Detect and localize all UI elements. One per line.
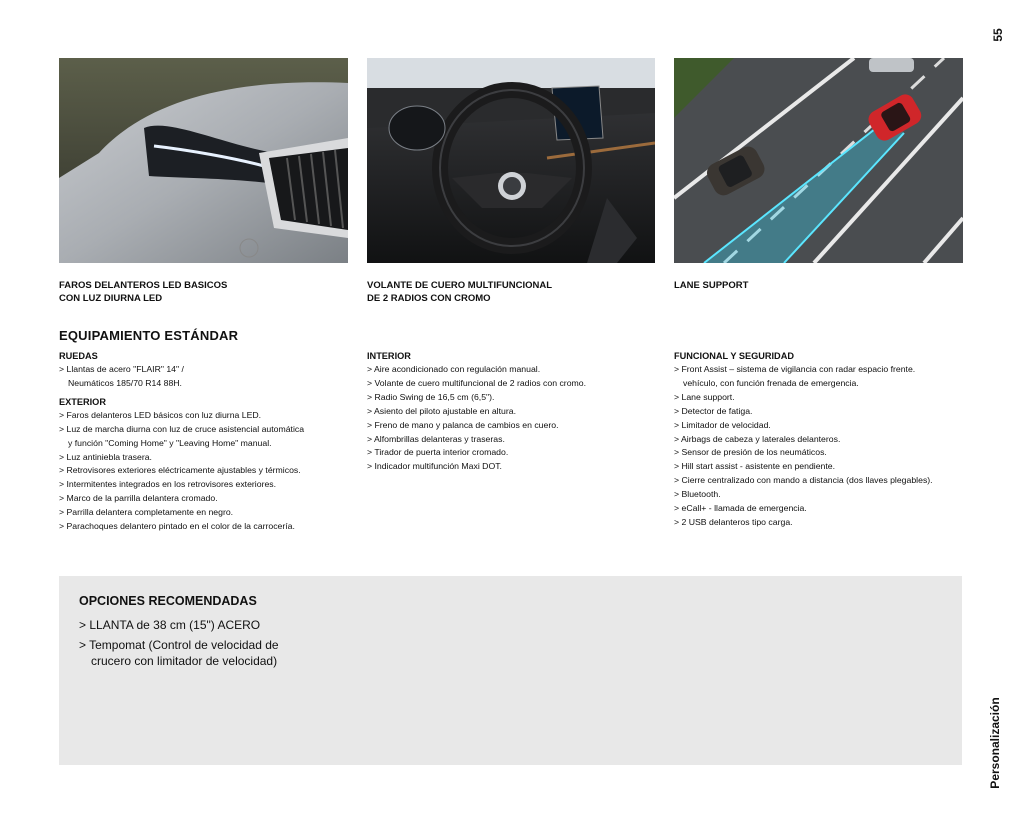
- recommended-options-box: [59, 576, 962, 765]
- list-item: > Cierre centralizado con mando a distancia (dos llaves plegables).: [674, 475, 933, 486]
- list-item: > Hill start assist - asistente en pendiente.: [674, 461, 836, 472]
- list-item: > Front Assist – sistema de vigilancia con radar espacio frente.: [674, 364, 916, 374]
- list-item: > Luz de marcha diurna con luz de cruce asistencial automática: [59, 423, 305, 434]
- option-item: crucero con limitador de velocidad): [91, 654, 278, 668]
- funcional-heading: FUNCIONAL Y SEGURIDAD: [674, 351, 794, 361]
- list-item: > Alfombrillas delanteras y traseras.: [367, 433, 505, 444]
- standard-equipment-title: EQUIPAMIENTO ESTÁNDAR: [59, 328, 239, 343]
- list-item: > Airbags de cabeza y laterales delanteros.: [674, 433, 841, 444]
- list-item: > Parachoques delantero pintado en el color de la carrocería.: [59, 521, 295, 532]
- funcional-section: [674, 350, 974, 530]
- list-item: > Asiento del piloto ajustable en altura.: [367, 405, 516, 416]
- list-item: y función "Coming Home" y "Leaving Home" manual.: [68, 437, 272, 448]
- interior-section: [367, 350, 667, 474]
- list-item: > Marco de la parrilla delantera cromado.: [59, 493, 218, 504]
- list-item: > Volante de cuero multifuncional de 2 radios con cromo.: [367, 377, 587, 388]
- option-item: > LLANTA de 38 cm (15") ACERO: [79, 618, 261, 632]
- list-item: > Faros delanteros LED básicos con luz diurna LED.: [59, 409, 262, 420]
- caption-steering-wheel: VOLANTE DE CUERO MULTIFUNCIONAL DE 2 RADIOS CON CROMO: [367, 280, 553, 304]
- headlight-photo: [59, 58, 348, 263]
- ruedas-section: [59, 350, 359, 534]
- list-item: > Tirador de puerta interior cromado.: [367, 447, 509, 458]
- interior-heading: INTERIOR: [367, 351, 411, 361]
- list-item: > Llantas de acero "FLAIR" 14" /: [59, 364, 184, 374]
- list-item: Neumáticos 185/70 R14 88H.: [68, 377, 182, 388]
- ruedas-heading: RUEDAS: [59, 351, 98, 361]
- list-item: > Detector de fatiga.: [674, 405, 753, 416]
- list-item: > Sensor de presión de los neumáticos.: [674, 447, 827, 458]
- list-item: > Freno de mano y palanca de cambios en cuero.: [367, 419, 559, 430]
- list-item: vehículo, con función frenada de emergencia.: [683, 377, 859, 388]
- list-item: > 2 USB delanteros tipo carga.: [674, 516, 793, 527]
- list-item: > Indicador multifunción Maxi DOT.: [367, 461, 502, 472]
- list-item: > Intermitentes integrados en los retrovisores exteriores.: [59, 479, 277, 490]
- exterior-heading: EXTERIOR: [59, 396, 106, 407]
- lane-support-photo: [674, 58, 963, 263]
- list-item: > Parrilla delantera completamente en negro.: [59, 507, 234, 518]
- list-item: > Luz antiniebla trasera.: [59, 451, 152, 462]
- caption-headlights: FAROS DELANTEROS LED BASICOS CON LUZ DIURNA LED: [59, 280, 228, 304]
- list-item: > eCall+ - llamada de emergencia.: [674, 503, 807, 514]
- list-item: > Radio Swing de 16,5 cm (6,5").: [367, 391, 495, 402]
- page-number: 55: [991, 28, 1005, 42]
- section-label: Personalización: [988, 697, 1002, 789]
- caption-lane-support: LANE SUPPORT: [674, 280, 749, 291]
- list-item: > Limitador de velocidad.: [674, 419, 771, 430]
- list-item: > Aire acondicionado con regulación manual.: [367, 364, 541, 374]
- steering-wheel-photo: [367, 58, 655, 263]
- recommended-options-title: OPCIONES RECOMENDADAS: [79, 594, 257, 608]
- list-item: > Lane support.: [674, 391, 735, 402]
- option-item: > Tempomat (Control de velocidad de: [79, 638, 279, 652]
- list-item: > Retrovisores exteriores eléctricamente ajustables y térmicos.: [59, 465, 301, 476]
- list-item: > Bluetooth.: [674, 489, 721, 500]
